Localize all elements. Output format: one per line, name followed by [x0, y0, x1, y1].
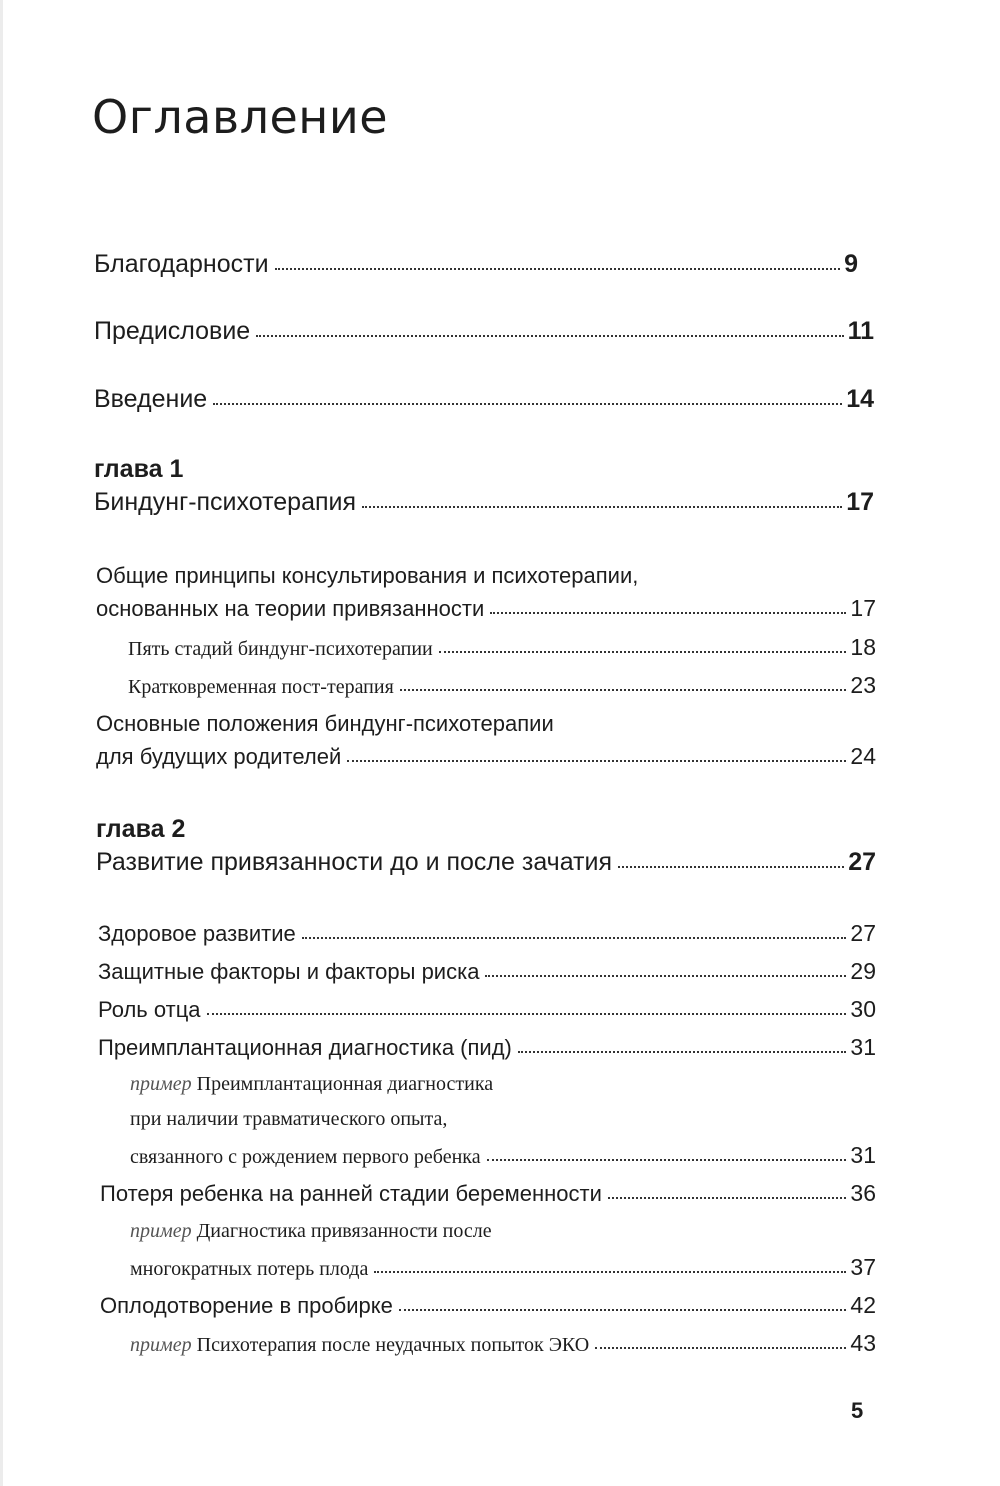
dot-leader: [347, 759, 846, 762]
toc-entry-page: 42: [850, 1292, 876, 1318]
toc-entry-example-2-line1[interactable]: [130, 1220, 492, 1243]
toc-entry-example-3[interactable]: [130, 1330, 876, 1357]
toc-entry-principles-line1[interactable]: Общие принципы консультирования и психотерапии,: [96, 563, 639, 588]
toc-entry-page: 27: [850, 920, 876, 946]
toc-entry-pgd[interactable]: [98, 1034, 876, 1061]
toc-entry-page: 17: [846, 488, 874, 516]
dot-leader: [487, 1158, 847, 1161]
toc-entry-introduction[interactable]: [94, 385, 874, 414]
toc-entry-acknowledgements[interactable]: [94, 250, 858, 279]
dot-leader: [490, 611, 846, 614]
toc-entry-father-role[interactable]: [98, 996, 876, 1023]
dot-leader: [399, 1308, 847, 1311]
toc-entry-label: Предисловие: [94, 317, 251, 345]
toc-entry-label: Потеря ребенка на ранней стадии беременности: [100, 1181, 602, 1206]
toc-entry-label: Здоровое развитие: [98, 921, 296, 946]
toc-entry-page: 31: [850, 1142, 876, 1168]
toc-entry-stages[interactable]: [128, 634, 876, 661]
toc-entry-label: Пять стадий биндунг-психотерапии: [128, 638, 433, 660]
dot-leader: [374, 1270, 846, 1273]
toc-entry-page: 9: [844, 250, 858, 278]
dot-leader: [362, 505, 842, 508]
toc-entry-page: 24: [850, 743, 876, 769]
toc-entry-page: 18: [850, 634, 876, 660]
toc-entry-page: 36: [850, 1180, 876, 1206]
toc-entry-label: Развитие привязанности до и после зачатия: [96, 848, 613, 876]
toc-entry-basics[interactable]: [96, 743, 876, 770]
toc-entry-example-1-line1[interactable]: [130, 1073, 493, 1096]
toc-entry-chapter-1[interactable]: [94, 488, 874, 517]
toc-entry-page: 27: [848, 848, 876, 876]
page-number: 5: [851, 1398, 864, 1423]
toc-entry-example-2[interactable]: [130, 1254, 876, 1281]
chapter-2-heading: глава 2: [96, 815, 186, 843]
page-edge-shadow: [0, 0, 3, 1486]
example-title-line: Диагностика привязанности после: [196, 1220, 492, 1242]
toc-entry-ivf[interactable]: [100, 1292, 876, 1319]
toc-entry-label: Введение: [94, 385, 208, 413]
example-tag: пример: [130, 1334, 192, 1356]
dot-leader: [439, 650, 847, 653]
dot-leader: [213, 402, 842, 405]
toc-entry-page: 37: [850, 1254, 876, 1280]
toc-entry-label: основанных на теории привязанности: [96, 596, 485, 621]
toc-entry-label: Благодарности: [94, 250, 269, 278]
dot-leader: [275, 267, 841, 270]
example-tag: пример: [130, 1073, 192, 1095]
toc-entry-label: для будущих родителей: [96, 744, 342, 769]
toc-entry-preface[interactable]: [94, 317, 874, 346]
toc-entry-label: многократных потерь плода: [130, 1258, 369, 1280]
example-tag: пример: [130, 1220, 192, 1242]
toc-entry-healthy-development[interactable]: [98, 920, 876, 947]
toc-entry-label: Биндунг-психотерапия: [94, 488, 357, 516]
chapter-1-heading: глава 1: [94, 455, 184, 483]
toc-entry-label: связанного с рождением первого ребенка: [130, 1146, 481, 1168]
toc-entry-example-1[interactable]: [130, 1142, 876, 1169]
dot-leader: [608, 1196, 847, 1199]
toc-entry-example-1-line2[interactable]: при наличии травматического опыта,: [130, 1108, 448, 1130]
dot-leader: [302, 936, 847, 939]
toc-entry-basics-line1[interactable]: Основные положения биндунг-психотерапии: [96, 711, 554, 736]
toc-entry-label: Защитные факторы и факторы риска: [98, 959, 480, 984]
toc-entry-page: 11: [847, 317, 874, 345]
toc-entry-risk-factors[interactable]: [98, 958, 876, 985]
dot-leader: [595, 1346, 846, 1349]
toc-entry-chapter-2[interactable]: [96, 848, 876, 877]
toc-entry-page: 31: [850, 1034, 876, 1060]
toc-entry-page: 30: [850, 996, 876, 1022]
toc-title: Оглавление: [92, 90, 389, 144]
dot-leader: [485, 974, 846, 977]
toc-entry-page: 29: [850, 958, 876, 984]
dot-leader: [618, 865, 844, 868]
toc-entry-label: Преимплантационная диагностика (пид): [98, 1035, 512, 1060]
toc-entry-label: Роль отца: [98, 997, 201, 1022]
example-title-line: Психотерапия после неудачных попыток ЭКО: [196, 1334, 590, 1356]
dot-leader: [400, 688, 847, 691]
dot-leader: [518, 1050, 847, 1053]
dot-leader: [256, 334, 843, 337]
toc-entry-pregnancy-loss[interactable]: [100, 1180, 876, 1207]
dot-leader: [207, 1012, 847, 1015]
toc-entry-page: 14: [846, 385, 874, 413]
toc-entry-principles[interactable]: [96, 595, 876, 622]
example-title-line: Преимплантационная диагностика: [196, 1073, 494, 1095]
toc-entry-page: 43: [850, 1330, 876, 1356]
toc-entry-label: Оплодотворение в пробирке: [100, 1293, 393, 1318]
toc-entry-post-therapy[interactable]: [128, 672, 876, 699]
toc-entry-page: 17: [850, 595, 876, 621]
toc-entry-label: Кратковременная пост-терапия: [128, 676, 394, 698]
toc-entry-label: [130, 1334, 589, 1357]
toc-entry-page: 23: [850, 672, 876, 698]
